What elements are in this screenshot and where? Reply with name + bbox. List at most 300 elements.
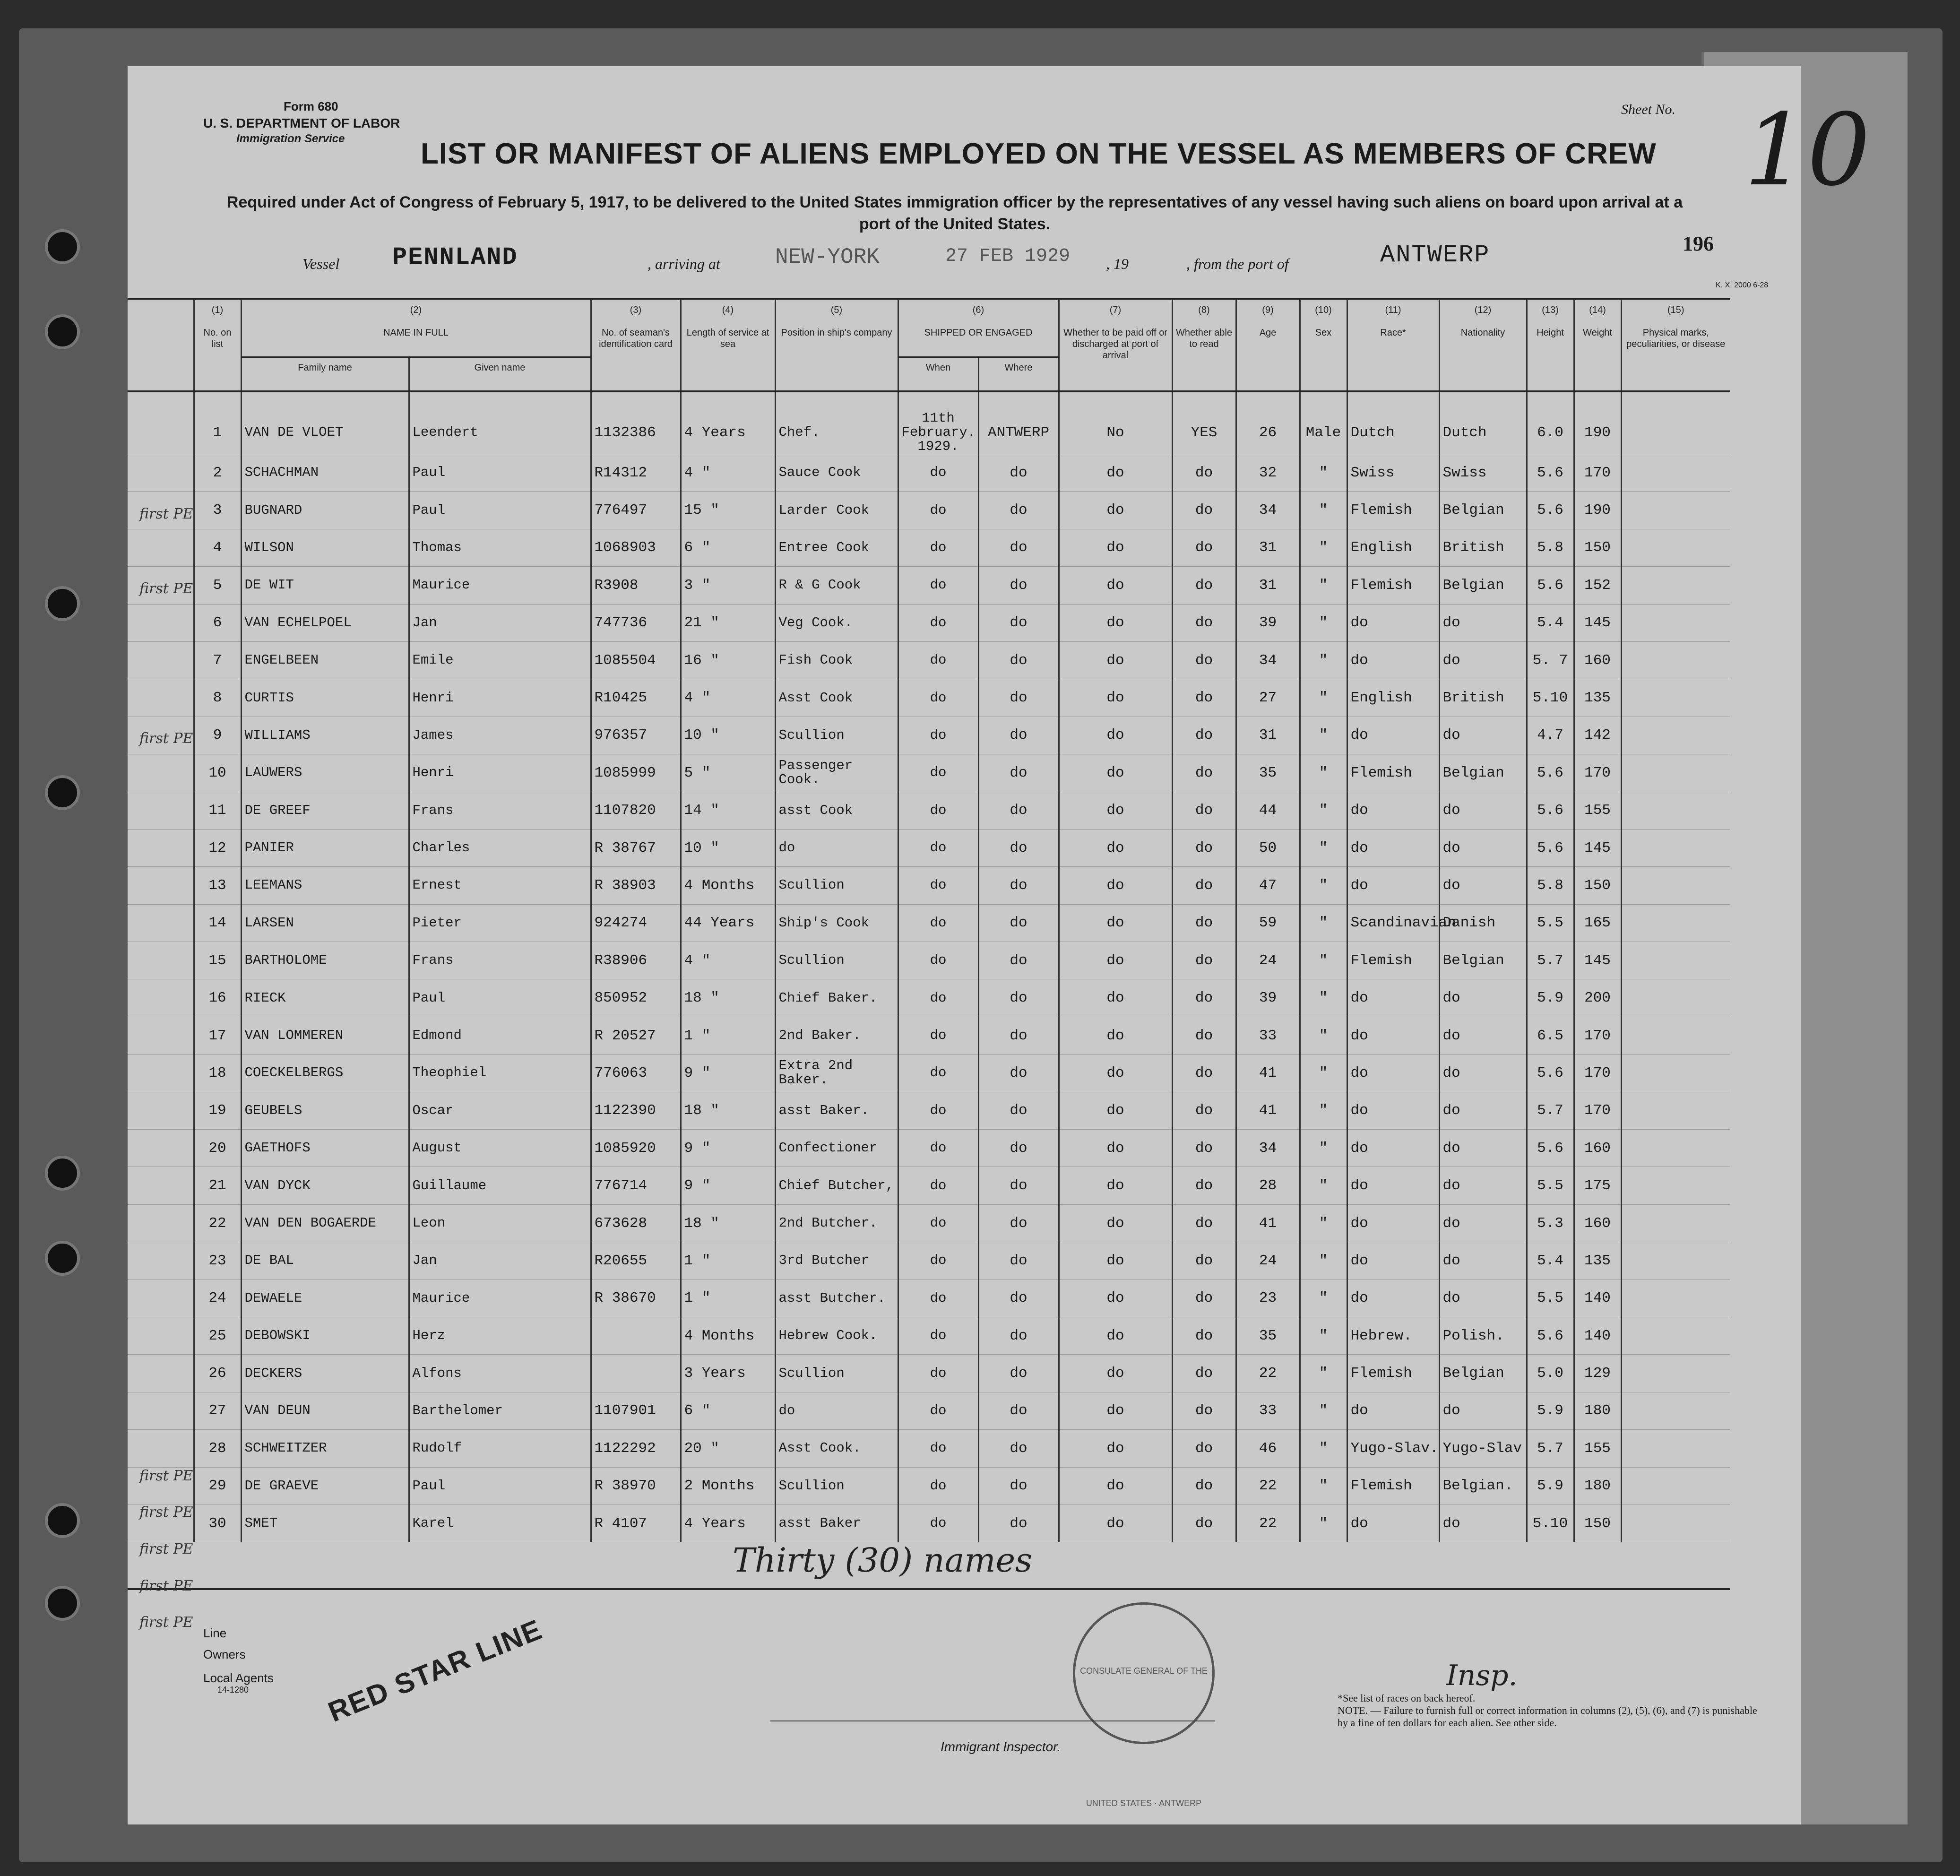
age-cell: 31 — [1236, 567, 1300, 604]
position-cell: Scullion — [775, 717, 898, 754]
height-cell: 5.6 — [1527, 1317, 1574, 1354]
id-card-cell: 776063 — [591, 1055, 681, 1092]
age-cell: 28 — [1236, 1167, 1300, 1204]
sex-cell: " — [1300, 1317, 1347, 1354]
family-name-cell: DEBOWSKI — [241, 1317, 409, 1354]
physical-marks-cell — [1621, 529, 1730, 566]
margin-cell — [128, 529, 194, 566]
height-cell: 6.0 — [1527, 391, 1574, 454]
weight-cell: 155 — [1574, 1430, 1621, 1467]
table-row — [128, 1317, 1730, 1354]
age-cell: 22 — [1236, 1355, 1300, 1392]
able-to-read-cell: do — [1172, 867, 1236, 904]
service-length-cell: 18 " — [681, 1204, 775, 1242]
able-to-read-cell: do — [1172, 567, 1236, 604]
table-row — [128, 641, 1730, 679]
col-given-header: Given name — [409, 357, 591, 391]
able-to-read-cell: do — [1172, 1017, 1236, 1054]
weight-cell: 170 — [1574, 1055, 1621, 1092]
position-cell: Asst Cook. — [775, 1430, 898, 1467]
able-to-read-cell: do — [1172, 792, 1236, 829]
sex-cell: " — [1300, 1204, 1347, 1242]
table-row — [128, 567, 1730, 604]
sex-cell: " — [1300, 1279, 1347, 1317]
able-to-read-cell: do — [1172, 679, 1236, 717]
sex-cell: " — [1300, 1017, 1347, 1054]
family-name-cell: DE GREEF — [241, 792, 409, 829]
col-service-header: (4) Length of service at sea — [681, 299, 775, 391]
weight-cell: 170 — [1574, 754, 1621, 792]
sex-cell: " — [1300, 454, 1347, 492]
age-cell: 32 — [1236, 454, 1300, 492]
shipped-where-cell: do — [978, 604, 1059, 641]
physical-marks-cell — [1621, 1092, 1730, 1129]
height-cell: 4.7 — [1527, 717, 1574, 754]
id-card-cell: 1132386 — [591, 391, 681, 454]
table-row — [128, 717, 1730, 754]
age-cell: 39 — [1236, 604, 1300, 641]
able-to-read-cell: do — [1172, 1317, 1236, 1354]
age-cell: 22 — [1236, 1467, 1300, 1504]
weight-cell: 170 — [1574, 1017, 1621, 1054]
binder-hole-icon — [45, 775, 80, 810]
age-cell: 34 — [1236, 492, 1300, 529]
shipped-where-cell: do — [978, 529, 1059, 566]
sex-cell: " — [1300, 942, 1347, 979]
shipped-when-cell: do — [898, 454, 978, 492]
col-where-header: Where — [978, 357, 1059, 391]
height-cell: 5.9 — [1527, 1467, 1574, 1504]
physical-marks-cell — [1621, 454, 1730, 492]
race-note: *See list of races on back hereof. — [1338, 1692, 1476, 1704]
able-to-read-cell: do — [1172, 1242, 1236, 1279]
race-cell: do — [1347, 1017, 1439, 1054]
weight-cell: 160 — [1574, 1130, 1621, 1167]
height-cell: 5.6 — [1527, 454, 1574, 492]
department: U. S. DEPARTMENT OF LABOR — [203, 116, 400, 130]
table-row — [128, 1204, 1730, 1242]
sex-cell: " — [1300, 492, 1347, 529]
margin-note: first PE — [139, 580, 193, 597]
shipped-when-cell: do — [898, 829, 978, 866]
col-read-header: (8) Whether able to read — [1172, 299, 1236, 391]
shipped-when-cell: do — [898, 1242, 978, 1279]
margin-note: first PE — [139, 1541, 193, 1557]
sex-cell: " — [1300, 641, 1347, 679]
family-name-cell: DE GRAEVE — [241, 1467, 409, 1504]
able-to-read-cell: do — [1172, 1355, 1236, 1392]
age-cell: 39 — [1236, 979, 1300, 1017]
given-name-cell: Rudolf — [409, 1430, 591, 1467]
age-cell: 22 — [1236, 1504, 1300, 1542]
shipped-where-cell: do — [978, 754, 1059, 792]
paid-off-cell: No — [1059, 391, 1172, 454]
able-to-read-cell: do — [1172, 1055, 1236, 1092]
height-cell: 5.9 — [1527, 979, 1574, 1017]
given-name-cell: Frans — [409, 942, 591, 979]
margin-cell — [128, 1430, 194, 1467]
table-row — [128, 1017, 1730, 1054]
physical-marks-cell — [1621, 1055, 1730, 1092]
row-number-cell: 8 — [194, 679, 241, 717]
row-number-cell: 12 — [194, 829, 241, 866]
shipped-when-cell: 11th February. 1929. — [898, 391, 978, 454]
row-number-cell: 13 — [194, 867, 241, 904]
shipped-when-cell: do — [898, 1017, 978, 1054]
race-cell: do — [1347, 1167, 1439, 1204]
height-cell: 5.3 — [1527, 1204, 1574, 1242]
sex-cell: " — [1300, 679, 1347, 717]
position-cell: asst Butcher. — [775, 1279, 898, 1317]
race-cell: Flemish — [1347, 567, 1439, 604]
col-shipped-header: (6) SHIPPED OR ENGAGED — [898, 299, 1059, 357]
shipped-where-cell: do — [978, 641, 1059, 679]
nationality-cell: Danish — [1439, 904, 1527, 942]
shipped-when-cell: do — [898, 641, 978, 679]
row-number-cell: 7 — [194, 641, 241, 679]
given-name-cell: Paul — [409, 979, 591, 1017]
family-name-cell: DE WIT — [241, 567, 409, 604]
service-length-cell: 18 " — [681, 979, 775, 1017]
shipped-where-cell: do — [978, 567, 1059, 604]
col-age-header: (9) Age — [1236, 299, 1300, 391]
binder-hole-icon — [45, 229, 80, 264]
given-name-cell: Henri — [409, 754, 591, 792]
physical-marks-cell — [1621, 1504, 1730, 1542]
shipped-where-cell: do — [978, 1242, 1059, 1279]
service-length-cell: 2 Months — [681, 1467, 775, 1504]
binder-hole-icon — [45, 1241, 80, 1276]
id-card-cell: R38906 — [591, 942, 681, 979]
nationality-cell: Belgian — [1439, 1355, 1527, 1392]
height-cell: 5.9 — [1527, 1392, 1574, 1429]
row-number-cell: 4 — [194, 529, 241, 566]
family-name-cell: VAN DEUN — [241, 1392, 409, 1429]
shipped-where-cell: do — [978, 1055, 1059, 1092]
given-name-cell: Frans — [409, 792, 591, 829]
given-name-cell: August — [409, 1130, 591, 1167]
shipped-when-cell: do — [898, 604, 978, 641]
position-cell: Scullion — [775, 1467, 898, 1504]
paid-off-cell: do — [1059, 492, 1172, 529]
page-title: LIST OR MANIFEST OF ALIENS EMPLOYED ON THE VESSEL AS MEMBERS OF CREW — [421, 138, 1657, 170]
shipped-where-cell: do — [978, 829, 1059, 866]
table-row — [128, 1355, 1730, 1392]
nationality-cell: do — [1439, 1055, 1527, 1092]
height-cell: 5.5 — [1527, 1279, 1574, 1317]
shipped-where-cell: do — [978, 1279, 1059, 1317]
nationality-cell: do — [1439, 1204, 1527, 1242]
margin-header — [128, 299, 194, 391]
race-cell: do — [1347, 792, 1439, 829]
weight-cell: 160 — [1574, 1204, 1621, 1242]
inspector-label: Immigrant Inspector. — [941, 1739, 1061, 1754]
physical-marks-cell — [1621, 1355, 1730, 1392]
service-length-cell: 3 " — [681, 567, 775, 604]
footnotes — [1338, 1692, 1763, 1729]
given-name-cell: Paul — [409, 492, 591, 529]
binder-hole-icon — [45, 314, 80, 349]
position-cell: Hebrew Cook. — [775, 1317, 898, 1354]
row-number-cell: 10 — [194, 754, 241, 792]
col-nationality-header: (12) Nationality — [1439, 299, 1527, 391]
weight-cell: 190 — [1574, 391, 1621, 454]
shipped-where-cell: ANTWERP — [978, 391, 1059, 454]
row-number-cell: 5 — [194, 567, 241, 604]
service-length-cell: 5 " — [681, 754, 775, 792]
race-cell: Dutch — [1347, 391, 1439, 454]
from-port: ANTWERP — [1380, 241, 1490, 269]
height-cell: 5.6 — [1527, 567, 1574, 604]
shipped-when-cell: do — [898, 1467, 978, 1504]
age-cell: 34 — [1236, 641, 1300, 679]
physical-marks-cell — [1621, 1017, 1730, 1054]
able-to-read-cell: do — [1172, 1130, 1236, 1167]
paid-off-cell: do — [1059, 1392, 1172, 1429]
age-cell: 46 — [1236, 1430, 1300, 1467]
service-length-cell: 4 " — [681, 679, 775, 717]
table-row — [128, 1430, 1730, 1467]
shipped-when-cell: do — [898, 1355, 978, 1392]
shipped-where-cell: do — [978, 492, 1059, 529]
race-cell: do — [1347, 979, 1439, 1017]
given-name-cell: Paul — [409, 1467, 591, 1504]
given-name-cell: Jan — [409, 604, 591, 641]
age-cell: 31 — [1236, 529, 1300, 566]
shipped-where-cell: do — [978, 904, 1059, 942]
id-card-cell: 1107901 — [591, 1392, 681, 1429]
id-card-cell: R 4107 — [591, 1504, 681, 1542]
nationality-cell: British — [1439, 529, 1527, 566]
race-cell: do — [1347, 641, 1439, 679]
table-row — [128, 792, 1730, 829]
race-cell: Flemish — [1347, 1467, 1439, 1504]
agents-label: Local Agents — [203, 1671, 274, 1685]
row-number-cell: 26 — [194, 1355, 241, 1392]
shipped-where-cell: do — [978, 1355, 1059, 1392]
margin-cell — [128, 641, 194, 679]
position-cell: 2nd Baker. — [775, 1017, 898, 1054]
physical-marks-cell — [1621, 979, 1730, 1017]
paid-off-cell: do — [1059, 1017, 1172, 1054]
row-number-cell: 24 — [194, 1279, 241, 1317]
sex-cell: " — [1300, 529, 1347, 566]
shipped-when-cell: do — [898, 717, 978, 754]
family-name-cell: DEWAELE — [241, 1279, 409, 1317]
margin-cell — [128, 979, 194, 1017]
shipped-where-cell: do — [978, 1092, 1059, 1129]
shipped-where-cell: do — [978, 942, 1059, 979]
col-position-header: (5) Position in ship's company — [775, 299, 898, 391]
weight-cell: 200 — [1574, 979, 1621, 1017]
physical-marks-cell — [1621, 1430, 1730, 1467]
physical-marks-cell — [1621, 492, 1730, 529]
position-cell: do — [775, 829, 898, 866]
position-cell: 3rd Butcher — [775, 1242, 898, 1279]
nationality-cell: do — [1439, 829, 1527, 866]
given-name-cell: Leon — [409, 1204, 591, 1242]
sex-cell: " — [1300, 1430, 1347, 1467]
margin-cell — [128, 1017, 194, 1054]
col-name-header: (2) NAME IN FULL — [241, 299, 591, 357]
physical-marks-cell — [1621, 1392, 1730, 1429]
nationality-cell: do — [1439, 1017, 1527, 1054]
col-weight-header: (14) Weight — [1574, 299, 1621, 391]
consulate-seal: CONSULATE GENERAL OF THE UNITED STATES · ANTWERP — [1073, 1602, 1215, 1744]
paid-off-cell: do — [1059, 454, 1172, 492]
weight-cell: 145 — [1574, 604, 1621, 641]
nationality-cell: do — [1439, 1504, 1527, 1542]
id-card-cell: 673628 — [591, 1204, 681, 1242]
table-row — [128, 1504, 1730, 1542]
margin-cell — [128, 1392, 194, 1429]
sex-cell: " — [1300, 1242, 1347, 1279]
weight-cell: 140 — [1574, 1279, 1621, 1317]
weight-cell: 150 — [1574, 1504, 1621, 1542]
height-cell: 5. 7 — [1527, 641, 1574, 679]
position-cell: Asst Cook — [775, 679, 898, 717]
shipped-when-cell: do — [898, 529, 978, 566]
table-row — [128, 529, 1730, 566]
family-name-cell: VAN DYCK — [241, 1167, 409, 1204]
weight-cell: 165 — [1574, 904, 1621, 942]
weight-cell: 160 — [1574, 641, 1621, 679]
race-cell: do — [1347, 829, 1439, 866]
service-length-cell: 10 " — [681, 717, 775, 754]
race-cell: do — [1347, 1242, 1439, 1279]
margin-cell — [128, 942, 194, 979]
nationality-cell: do — [1439, 717, 1527, 754]
given-name-cell: Maurice — [409, 567, 591, 604]
given-name-cell: Edmond — [409, 1017, 591, 1054]
service-length-cell: 1 " — [681, 1242, 775, 1279]
age-cell: 35 — [1236, 754, 1300, 792]
physical-marks-cell — [1621, 604, 1730, 641]
binder-hole-icon — [45, 586, 80, 621]
table-row — [128, 829, 1730, 866]
age-cell: 34 — [1236, 1130, 1300, 1167]
id-card-cell: 1068903 — [591, 529, 681, 566]
arriving-label: , arriving at — [648, 255, 720, 272]
age-cell: 44 — [1236, 792, 1300, 829]
nationality-cell: do — [1439, 867, 1527, 904]
margin-note: first PE — [139, 1468, 193, 1484]
margin-note: first PE — [139, 730, 193, 747]
nationality-cell: British — [1439, 679, 1527, 717]
shipped-where-cell: do — [978, 979, 1059, 1017]
id-card-cell: 1122390 — [591, 1092, 681, 1129]
weight-cell: 175 — [1574, 1167, 1621, 1204]
position-cell: Passenger Cook. — [775, 754, 898, 792]
height-cell: 5.7 — [1527, 1092, 1574, 1129]
service-length-cell: 10 " — [681, 829, 775, 866]
weight-cell: 170 — [1574, 454, 1621, 492]
physical-marks-cell — [1621, 829, 1730, 866]
row-number-cell: 20 — [194, 1130, 241, 1167]
height-cell: 6.5 — [1527, 1017, 1574, 1054]
paid-off-cell: do — [1059, 1055, 1172, 1092]
nationality-cell: do — [1439, 1392, 1527, 1429]
age-cell: 31 — [1236, 717, 1300, 754]
service-length-cell: 4 Years — [681, 391, 775, 454]
vessel-name: PENNLAND — [392, 243, 518, 271]
sex-cell: " — [1300, 867, 1347, 904]
race-cell: Scandinavian — [1347, 904, 1439, 942]
family-name-cell: GEUBELS — [241, 1092, 409, 1129]
weight-cell: 129 — [1574, 1355, 1621, 1392]
age-cell: 27 — [1236, 679, 1300, 717]
race-cell: do — [1347, 1279, 1439, 1317]
position-cell: 2nd Butcher. — [775, 1204, 898, 1242]
shipped-when-cell: do — [898, 567, 978, 604]
shipped-when-cell: do — [898, 1204, 978, 1242]
height-cell: 5.5 — [1527, 1167, 1574, 1204]
physical-marks-cell — [1621, 1204, 1730, 1242]
id-card-cell: R10425 — [591, 679, 681, 717]
id-card-cell: R 20527 — [591, 1017, 681, 1054]
shipped-where-cell: do — [978, 1467, 1059, 1504]
row-number-cell: 19 — [194, 1092, 241, 1129]
shipped-when-cell: do — [898, 1392, 978, 1429]
inspector-signature: Insp. — [1446, 1659, 1518, 1692]
age-cell: 41 — [1236, 1055, 1300, 1092]
physical-marks-cell — [1621, 867, 1730, 904]
race-cell: do — [1347, 1204, 1439, 1242]
position-cell: asst Baker — [775, 1504, 898, 1542]
row-number-cell: 16 — [194, 979, 241, 1017]
able-to-read-cell: do — [1172, 1504, 1236, 1542]
nationality-cell: Belgian. — [1439, 1467, 1527, 1504]
nationality-cell: Belgian — [1439, 754, 1527, 792]
service-length-cell: 18 " — [681, 1092, 775, 1129]
shipped-when-cell: do — [898, 1130, 978, 1167]
paid-off-cell: do — [1059, 904, 1172, 942]
nationality-cell: Belgian — [1439, 567, 1527, 604]
row-number-cell: 2 — [194, 454, 241, 492]
service-length-cell: 20 " — [681, 1430, 775, 1467]
line-label: Line — [203, 1626, 227, 1640]
family-name-cell: BUGNARD — [241, 492, 409, 529]
row-number-cell: 14 — [194, 904, 241, 942]
able-to-read-cell: do — [1172, 529, 1236, 566]
sheet-label: Sheet No. — [1621, 102, 1675, 117]
row-number-cell: 23 — [194, 1242, 241, 1279]
id-card-cell: R 38970 — [591, 1467, 681, 1504]
position-cell: Fish Cook — [775, 641, 898, 679]
position-cell: Sauce Cook — [775, 454, 898, 492]
service-length-cell: 1 " — [681, 1017, 775, 1054]
shipped-where-cell: do — [978, 792, 1059, 829]
race-cell: Flemish — [1347, 1355, 1439, 1392]
table-row — [128, 1167, 1730, 1204]
shipped-where-cell: do — [978, 679, 1059, 717]
family-name-cell: CURTIS — [241, 679, 409, 717]
weight-cell: 155 — [1574, 792, 1621, 829]
paid-off-cell: do — [1059, 1317, 1172, 1354]
service-length-cell: 16 " — [681, 641, 775, 679]
shipped-where-cell: do — [978, 867, 1059, 904]
age-cell: 41 — [1236, 1204, 1300, 1242]
height-cell: 5.0 — [1527, 1355, 1574, 1392]
position-cell: Chief Baker. — [775, 979, 898, 1017]
paid-off-cell: do — [1059, 1092, 1172, 1129]
family-name-cell: DE BAL — [241, 1242, 409, 1279]
id-card-cell: 924274 — [591, 904, 681, 942]
height-cell: 5.6 — [1527, 829, 1574, 866]
physical-marks-cell — [1621, 1467, 1730, 1504]
from-label: , from the port of — [1186, 255, 1289, 272]
race-cell: Swiss — [1347, 454, 1439, 492]
